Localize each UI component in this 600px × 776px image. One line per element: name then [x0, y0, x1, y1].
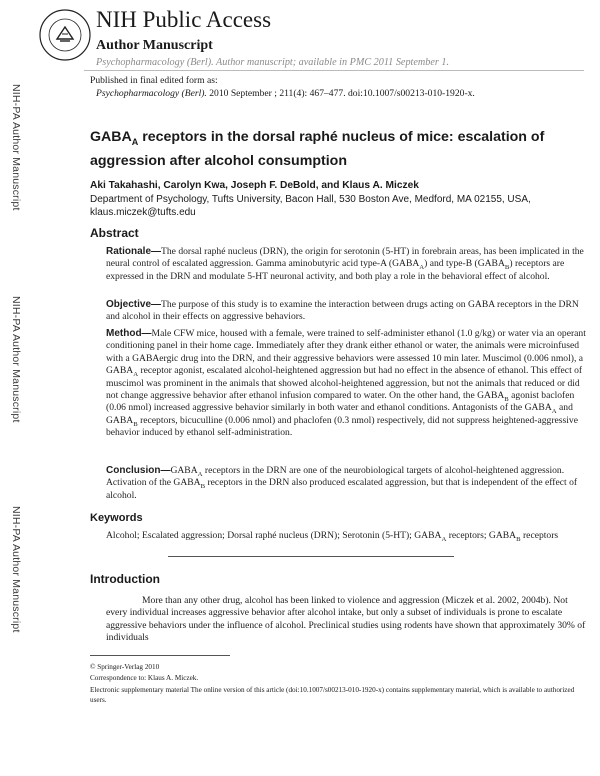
availability-note: Psychopharmacology (Berl). Author manuscript; available in PMC 2011 September 1. [96, 57, 450, 68]
keywords-heading: Keywords [90, 512, 143, 524]
side-label-bottom: NIH-PA Author Manuscript [10, 506, 22, 633]
article-title: $GABA_A$ receptors in the dorsal raphé nucleus of mice: escalation of aggression after alcohol consumption [90, 129, 545, 169]
abstract-heading: Abstract [90, 226, 139, 240]
correspondence-note: Correspondence to: Klaus A. Miczek. [90, 674, 199, 682]
copyright-note: © Springer-Verlag 2010 [90, 663, 160, 671]
keywords-divider [168, 556, 454, 557]
abstract-method: Method—Male CFW mice, housed with a female, were trained to self-administer ethanol (1.0 g/kg) or water via an operant conditioning panel in their home cage. Immediately after they drank either ethanol or water, the animals were microinfused with a GABAergic drug into the DRN, and their aggressive behaviors were assessed 10 min later. Muscimol (0.006 nmol), a $GABA_A$ receptor agonist, escalated alcohol-heightened aggression but had no effect in the absence of ethanol. This effect of muscimol was prominent in the animals that showed alcohol-heightened aggression, but not the animals that reduced or did not change aggressive behavior after ethanol infusion compared to water. On the other hand, the $GABA_B$ agonist baclofen (0.06 nmol) increased aggressive behavior similarly in both water and ethanol conditions. Antagonists of the $GABA_A$ and $GABA_B$ receptors, bicuculline (0.006 nmol) and phaclofen (0.3 nmol) respectively, did not suppress heightened-aggressive behavior induced by ethanol self-administration. [106, 328, 586, 439]
abstract-conclusion: $Conclusion—GABA_A$ receptors in the DRN are one of the neurobiological targets of alcohol-heightened aggression. Activation of the $GABA_B$ receptors in the DRN also produced escalated aggression, but that is independent of the effect of alcohol. [106, 465, 578, 501]
abstract-objective: Objective—The purpose of this study is to examine the interaction between drugs acting on GABA receptors in the DRN and alcohol in their effects on aggressive behaviors. [106, 299, 579, 323]
author-affiliation: Department of Psychology, Tufts University, Bacon Hall, 530 Boston Ave, Medford, MA 02155, USA, klaus.miczek@tufts.edu [90, 194, 531, 218]
nih-logo [38, 8, 92, 62]
introduction-text: More than any other drug, alcohol has been linked to violence and aggression (Miczek et al. 2002, 2004b). Not every individual increases aggressive behavior after alcohol intake, but only a subset of individuals is prone to escalate aggressive behaviors under the influence of alcohol. Preclinical studies using rodents have shown that approximately 30% of individuals [106, 595, 586, 644]
author-manuscript-label: Author Manuscript [96, 38, 213, 53]
header-divider [84, 70, 584, 71]
citation-details: 2010 September ; 211(4): 467–477. doi:10.1007/s00213-010-1920-x. [209, 88, 475, 99]
citation-journal: Psychopharmacology (Berl). [96, 88, 207, 99]
side-label-top: NIH-PA Author Manuscript [10, 84, 22, 211]
published-in-label: Published in final edited form as: [90, 75, 218, 86]
abstract-rationale: Rationale—The dorsal raphé nucleus (DRN), the origin for serotonin (5-HT) in forebrain areas, has been implicated in the neural control of escalated aggression. Gamma aminobutyric acid type-A $(GABA_A)$ and type-B $(GABA_B)$ receptors are expressed in the DRN and modulate 5-HT neuronal activity, and both play a role in the behavioral effect of alcohol. [106, 246, 584, 282]
introduction-heading: Introduction [90, 572, 160, 586]
author-list: Aki Takahashi, Carolyn Kwa, Joseph F. DeBold, and Klaus A. Miczek [90, 180, 419, 191]
supplementary-note: Electronic supplementary material The online version of this article (doi:10.1007/s00213-010-1920-x) contains supplementary material, which is available to authorized users. [90, 686, 575, 704]
publication-info [90, 74, 475, 100]
keywords-list: Alcohol; Escalated aggression; Dorsal raphé nucleus (DRN); Serotonin (5-HT); $GABA_A$ receptors; $GABA_B$ receptors [106, 530, 559, 543]
nih-public-access-title: NIH Public Access [96, 7, 272, 32]
side-label-middle: NIH-PA Author Manuscript [10, 296, 22, 423]
footnote-divider [90, 655, 230, 656]
